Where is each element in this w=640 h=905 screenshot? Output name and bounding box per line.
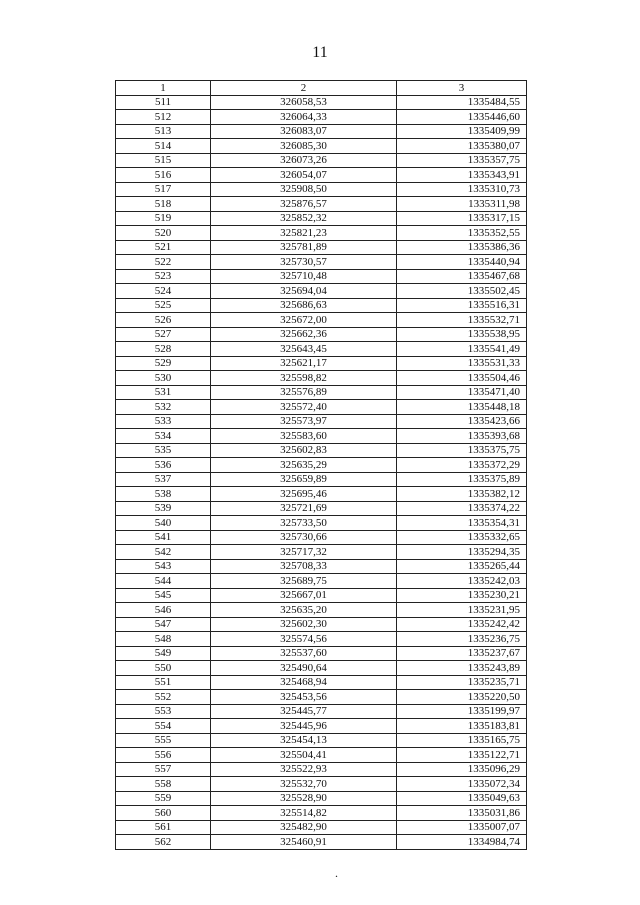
table-header-row [116,81,527,96]
table-row [116,400,527,415]
y-coordinate-cell: 1335423,66 [397,414,527,429]
point-number-cell: 525 [116,298,211,313]
y-coordinate-cell: 1335409,99 [397,124,527,139]
table-row [116,211,527,226]
y-coordinate-cell: 1335265,44 [397,559,527,574]
y-coordinate-cell: 1335375,89 [397,472,527,487]
x-coordinate-cell: 325643,45 [211,342,397,357]
x-coordinate-cell: 325667,01 [211,588,397,603]
point-number-cell: 514 [116,139,211,154]
table-row [116,487,527,502]
point-number-cell: 515 [116,153,211,168]
y-coordinate-cell: 1335343,91 [397,168,527,183]
x-coordinate-cell: 326083,07 [211,124,397,139]
column-header-3: 3 [397,81,527,96]
table-body [116,95,527,849]
y-coordinate-cell: 1335386,36 [397,240,527,255]
y-coordinate-cell: 1335242,42 [397,617,527,632]
point-number-cell: 536 [116,458,211,473]
y-coordinate-cell: 1335357,75 [397,153,527,168]
page-number: 11 [312,44,328,61]
y-coordinate-cell: 1335230,21 [397,588,527,603]
y-coordinate-cell: 1335354,31 [397,516,527,531]
table-row [116,182,527,197]
table-row [116,458,527,473]
x-coordinate-cell: 325852,32 [211,211,397,226]
point-number-cell: 532 [116,400,211,415]
y-coordinate-cell: 1335352,55 [397,226,527,241]
table-row [116,429,527,444]
y-coordinate-cell: 1335393,68 [397,429,527,444]
point-number-cell: 533 [116,414,211,429]
x-coordinate-cell: 325672,00 [211,313,397,328]
point-number-cell: 553 [116,704,211,719]
point-number-cell: 556 [116,748,211,763]
point-number-cell: 530 [116,371,211,386]
point-number-cell: 518 [116,197,211,212]
table-row [116,414,527,429]
x-coordinate-cell: 325694,04 [211,284,397,299]
y-coordinate-cell: 1335122,71 [397,748,527,763]
point-number-cell: 540 [116,516,211,531]
point-number-cell: 555 [116,733,211,748]
y-coordinate-cell: 1335165,75 [397,733,527,748]
table-row [116,226,527,241]
x-coordinate-cell: 325445,96 [211,719,397,734]
y-coordinate-cell: 1334984,74 [397,835,527,850]
point-number-cell: 531 [116,385,211,400]
table-row [116,777,527,792]
point-number-cell: 516 [116,168,211,183]
table-row [116,516,527,531]
x-coordinate-cell: 325453,56 [211,690,397,705]
y-coordinate-cell: 1335332,65 [397,530,527,545]
x-coordinate-cell: 325602,83 [211,443,397,458]
point-number-cell: 548 [116,632,211,647]
x-coordinate-cell: 325574,56 [211,632,397,647]
point-number-cell: 517 [116,182,211,197]
x-coordinate-cell: 325662,36 [211,327,397,342]
x-coordinate-cell: 325730,57 [211,255,397,270]
y-coordinate-cell: 1335372,29 [397,458,527,473]
x-coordinate-cell: 325522,93 [211,762,397,777]
point-number-cell: 523 [116,269,211,284]
table-row [116,690,527,705]
y-coordinate-cell: 1335310,73 [397,182,527,197]
point-number-cell: 513 [116,124,211,139]
table-row [116,762,527,777]
y-coordinate-cell: 1335242,03 [397,574,527,589]
table-row [116,240,527,255]
point-number-cell: 535 [116,443,211,458]
table-row [116,327,527,342]
y-coordinate-cell: 1335448,18 [397,400,527,415]
x-coordinate-cell: 325659,89 [211,472,397,487]
y-coordinate-cell: 1335311,98 [397,197,527,212]
x-coordinate-cell: 325598,82 [211,371,397,386]
table-row [116,719,527,734]
point-number-cell: 545 [116,588,211,603]
table-row [116,153,527,168]
y-coordinate-cell: 1335380,07 [397,139,527,154]
table-row [116,168,527,183]
point-number-cell: 539 [116,501,211,516]
point-number-cell: 558 [116,777,211,792]
table-row [116,603,527,618]
table-row [116,139,527,154]
point-number-cell: 542 [116,545,211,560]
point-number-cell: 522 [116,255,211,270]
x-coordinate-cell: 325733,50 [211,516,397,531]
table-row [116,110,527,125]
y-coordinate-cell: 1335531,33 [397,356,527,371]
y-coordinate-cell: 1335317,15 [397,211,527,226]
point-number-cell: 512 [116,110,211,125]
x-coordinate-cell: 325635,29 [211,458,397,473]
point-number-cell: 524 [116,284,211,299]
table-row [116,124,527,139]
y-coordinate-cell: 1335096,29 [397,762,527,777]
table-row [116,791,527,806]
point-number-cell: 541 [116,530,211,545]
table-row [116,820,527,835]
point-number-cell: 538 [116,487,211,502]
point-number-cell: 550 [116,661,211,676]
coordinates-table [115,80,527,850]
y-coordinate-cell: 1335467,68 [397,269,527,284]
point-number-cell: 554 [116,719,211,734]
x-coordinate-cell: 325908,50 [211,182,397,197]
table-row [116,559,527,574]
table-row [116,545,527,560]
x-coordinate-cell: 325504,41 [211,748,397,763]
x-coordinate-cell: 325717,32 [211,545,397,560]
y-coordinate-cell: 1335516,31 [397,298,527,313]
x-coordinate-cell: 325460,91 [211,835,397,850]
x-coordinate-cell: 325454,13 [211,733,397,748]
table-row [116,632,527,647]
x-coordinate-cell: 325537,60 [211,646,397,661]
x-coordinate-cell: 326064,33 [211,110,397,125]
x-coordinate-cell: 325445,77 [211,704,397,719]
x-coordinate-cell: 325490,64 [211,661,397,676]
x-coordinate-cell: 325710,48 [211,269,397,284]
point-number-cell: 528 [116,342,211,357]
table-row [116,342,527,357]
x-coordinate-cell: 325821,23 [211,226,397,241]
point-number-cell: 560 [116,806,211,821]
y-coordinate-cell: 1335375,75 [397,443,527,458]
x-coordinate-cell: 326085,30 [211,139,397,154]
point-number-cell: 527 [116,327,211,342]
x-coordinate-cell: 325695,46 [211,487,397,502]
table-row [116,269,527,284]
x-coordinate-cell: 325876,57 [211,197,397,212]
y-coordinate-cell: 1335183,81 [397,719,527,734]
table-row [116,530,527,545]
table-row [116,284,527,299]
y-coordinate-cell: 1335382,12 [397,487,527,502]
y-coordinate-cell: 1335532,71 [397,313,527,328]
y-coordinate-cell: 1335236,75 [397,632,527,647]
point-number-cell: 561 [116,820,211,835]
y-coordinate-cell: 1335294,35 [397,545,527,560]
x-coordinate-cell: 326054,07 [211,168,397,183]
y-coordinate-cell: 1335031,86 [397,806,527,821]
x-coordinate-cell: 325686,63 [211,298,397,313]
table-row [116,661,527,676]
point-number-cell: 526 [116,313,211,328]
point-number-cell: 552 [116,690,211,705]
table-row [116,835,527,850]
table-row [116,675,527,690]
x-coordinate-cell: 325532,70 [211,777,397,792]
x-coordinate-cell: 325689,75 [211,574,397,589]
table-row [116,501,527,516]
point-number-cell: 511 [116,95,211,110]
x-coordinate-cell: 325721,69 [211,501,397,516]
point-number-cell: 520 [116,226,211,241]
point-number-cell: 544 [116,574,211,589]
table-row [116,617,527,632]
table-row [116,313,527,328]
y-coordinate-cell: 1335237,67 [397,646,527,661]
point-number-cell: 549 [116,646,211,661]
point-number-cell: 521 [116,240,211,255]
column-header-2: 2 [211,81,397,96]
x-coordinate-cell: 325602,30 [211,617,397,632]
point-number-cell: 551 [116,675,211,690]
point-number-cell: 547 [116,617,211,632]
y-coordinate-cell: 1335243,89 [397,661,527,676]
footer-mark: . [335,866,338,880]
point-number-cell: 529 [116,356,211,371]
point-number-cell: 557 [116,762,211,777]
table-row [116,472,527,487]
table-row [116,733,527,748]
table-row [116,197,527,212]
point-number-cell: 534 [116,429,211,444]
x-coordinate-cell: 325514,82 [211,806,397,821]
y-coordinate-cell: 1335504,46 [397,371,527,386]
point-number-cell: 537 [116,472,211,487]
x-coordinate-cell: 325572,40 [211,400,397,415]
point-number-cell: 543 [116,559,211,574]
x-coordinate-cell: 325730,66 [211,530,397,545]
x-coordinate-cell: 326058,53 [211,95,397,110]
y-coordinate-cell: 1335538,95 [397,327,527,342]
y-coordinate-cell: 1335446,60 [397,110,527,125]
table-row [116,95,527,110]
x-coordinate-cell: 326073,26 [211,153,397,168]
x-coordinate-cell: 325482,90 [211,820,397,835]
table-row [116,356,527,371]
table-row [116,385,527,400]
table-row [116,588,527,603]
x-coordinate-cell: 325468,94 [211,675,397,690]
x-coordinate-cell: 325621,17 [211,356,397,371]
x-coordinate-cell: 325528,90 [211,791,397,806]
y-coordinate-cell: 1335471,40 [397,385,527,400]
y-coordinate-cell: 1335440,94 [397,255,527,270]
table-row [116,255,527,270]
x-coordinate-cell: 325583,60 [211,429,397,444]
point-number-cell: 519 [116,211,211,226]
table-row [116,646,527,661]
y-coordinate-cell: 1335007,07 [397,820,527,835]
y-coordinate-cell: 1335231,95 [397,603,527,618]
y-coordinate-cell: 1335049,63 [397,791,527,806]
table-row [116,298,527,313]
y-coordinate-cell: 1335541,49 [397,342,527,357]
column-header-1: 1 [116,81,211,96]
y-coordinate-cell: 1335199,97 [397,704,527,719]
table-row [116,574,527,589]
x-coordinate-cell: 325708,33 [211,559,397,574]
y-coordinate-cell: 1335484,55 [397,95,527,110]
y-coordinate-cell: 1335374,22 [397,501,527,516]
table-row [116,371,527,386]
x-coordinate-cell: 325576,89 [211,385,397,400]
point-number-cell: 546 [116,603,211,618]
x-coordinate-cell: 325573,97 [211,414,397,429]
point-number-cell: 562 [116,835,211,850]
y-coordinate-cell: 1335502,45 [397,284,527,299]
x-coordinate-cell: 325781,89 [211,240,397,255]
x-coordinate-cell: 325635,20 [211,603,397,618]
y-coordinate-cell: 1335220,50 [397,690,527,705]
point-number-cell: 559 [116,791,211,806]
table-row [116,704,527,719]
table-row [116,806,527,821]
y-coordinate-cell: 1335235,71 [397,675,527,690]
table-row [116,748,527,763]
y-coordinate-cell: 1335072,34 [397,777,527,792]
table-row [116,443,527,458]
